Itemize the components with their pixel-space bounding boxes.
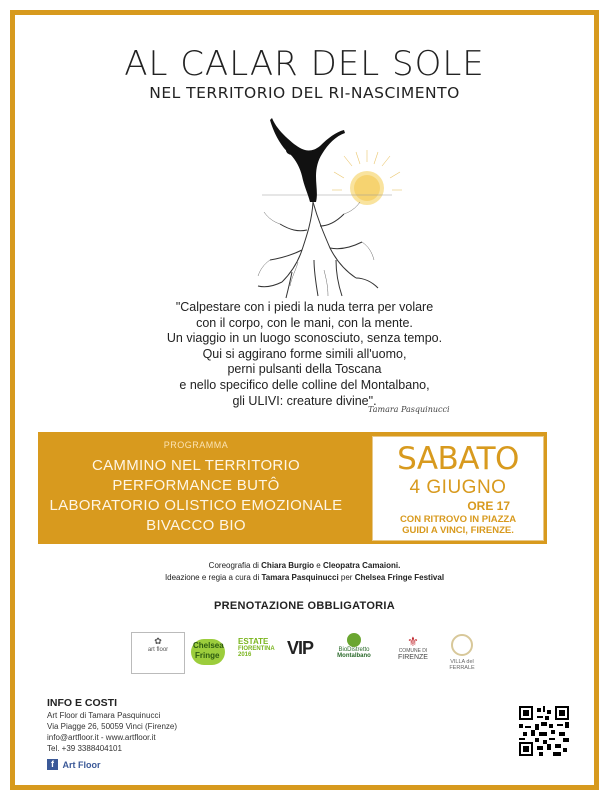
poster-subtitle: NEL TERRITORIO DEL RI-NASCIMENTO — [149, 84, 460, 102]
quote-line: Un viaggio in un luogo sconosciuto, senza tempo. — [166, 331, 443, 346]
dancer-icon — [270, 118, 345, 202]
booking-notice: PRENOTAZIONE OBBLIGATORIA — [213, 600, 396, 612]
sun-icon — [332, 150, 402, 205]
info-address: Via Piagge 26, 50059 Vinci (Firenze) — [47, 722, 178, 731]
comune-firenze-logo: ⚜ COMUNE DI FIRENZE — [391, 635, 435, 669]
meeting-point: CON RITROVO IN PIAZZA — [399, 514, 517, 525]
quote-line: perni pulsanti della Toscana — [227, 362, 382, 377]
dancer-tree-illustration — [232, 110, 402, 300]
event-day: SABATO — [397, 441, 519, 477]
meeting-location: GUIDI A VINCI, FIRENZE. — [402, 525, 514, 536]
leaf-icon — [347, 633, 361, 647]
credits-choreography: Coreografia di Chiara Burgio e Cleopatra Camaioni. — [208, 561, 401, 570]
artfloor-mark-icon: ✿ — [154, 636, 162, 646]
fleur-de-lis-icon: ⚜ — [407, 634, 419, 649]
quote-line: gli ULIVI: creature divine". — [232, 393, 377, 408]
quote-author: Tamara Pasquinucci — [368, 405, 450, 414]
quote-line: Qui si aggirano forme simili all'uomo, — [202, 346, 407, 361]
facebook-link[interactable]: f Art Floor — [47, 756, 100, 774]
program-item: CAMMINO NEL TERRITORIO — [91, 457, 300, 474]
program-item: BIVACCO BIO — [146, 517, 246, 534]
quote-block — [130, 300, 479, 409]
chelsea-fringe-logo: Chelsea Fringe — [191, 637, 235, 667]
event-time: ORE 17 — [467, 499, 510, 513]
quote-line: con il corpo, con le mani, con la mente. — [196, 315, 413, 330]
emblem-icon — [451, 634, 473, 656]
info-phone: Tel. +39 3388404101 — [47, 744, 122, 753]
credits-direction: Ideazione e regia a cura di Tamara Pasquinucci per Chelsea Fringe Festival — [164, 573, 445, 582]
poster-title: AL CALAR DEL SOLE — [124, 44, 485, 84]
quote-line: e nello specifico delle colline del Montalbano, — [179, 377, 430, 392]
vip-logo: VIP — [287, 638, 314, 658]
facebook-icon: f — [47, 759, 58, 770]
info-web[interactable]: info@artfloor.it - www.artfloor.it — [47, 733, 156, 742]
biodistretto-logo: BioDistretto Montalbano — [331, 633, 377, 673]
program-label: PROGRAMMA — [163, 440, 229, 450]
info-heading: INFO E COSTI — [47, 697, 118, 709]
program-item: PERFORMANCE BUTÔ — [112, 477, 280, 494]
info-org: Art Floor di Tamara Pasquinucci — [47, 711, 161, 720]
quote-line: "Calpestare con i piedi la nuda terra per volare — [175, 300, 434, 314]
qr-code — [519, 706, 569, 756]
villa-ferrale-logo: VILLA del FERRALE — [442, 634, 482, 674]
event-date: 4 GIUGNO — [409, 477, 507, 498]
artfloor-logo: ✿ art floor — [131, 632, 185, 674]
estate-fiorentina-logo: ESTATE FIORENTINA 2016 — [238, 637, 275, 658]
roots-icon — [258, 202, 378, 298]
program-item: LABORATORIO OLISTICO EMOZIONALE — [49, 497, 343, 514]
